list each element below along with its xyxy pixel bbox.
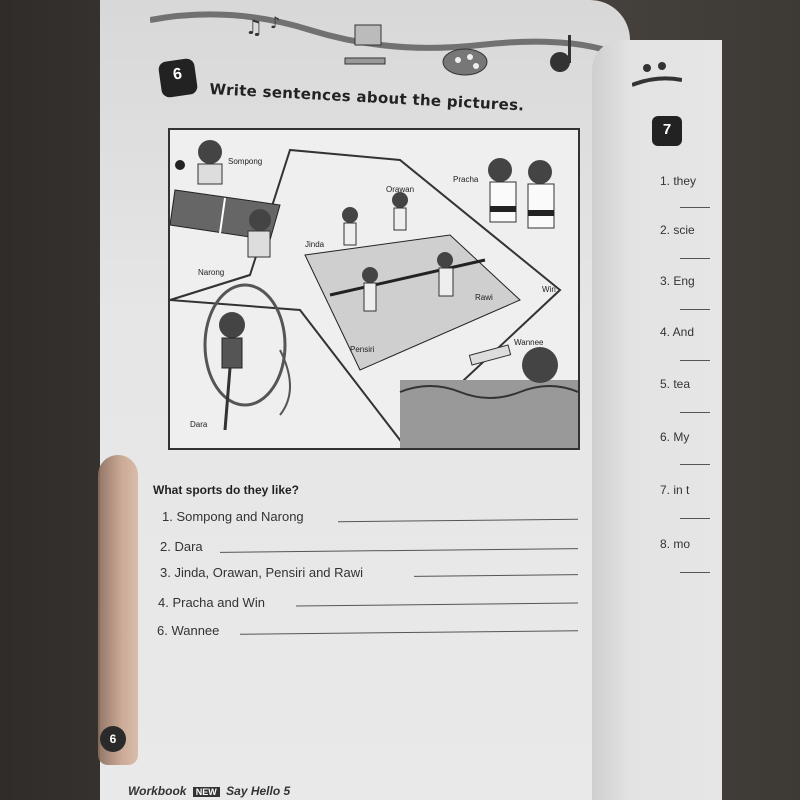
answer-item-3: 3. Jinda, Orawan, Pensiri and Rawi bbox=[160, 565, 364, 580]
workbook-right-page bbox=[592, 40, 722, 800]
right-line-3[interactable] bbox=[680, 309, 710, 310]
exercise-number: 6 bbox=[171, 65, 184, 84]
footer-series: Say Hello 5 bbox=[226, 784, 291, 798]
exercise-title: Write sentences about the pictures. bbox=[209, 80, 525, 115]
right-item-4: 4. And bbox=[660, 325, 695, 339]
page-footer bbox=[128, 784, 290, 798]
answer-item-4: 4. Pracha and Win bbox=[158, 595, 265, 610]
footer-new-badge: NEW bbox=[193, 787, 220, 797]
right-line-5[interactable] bbox=[680, 412, 710, 413]
right-item-2: 2. scie bbox=[660, 223, 695, 237]
label-dara: Dara bbox=[190, 420, 208, 429]
right-line-1[interactable] bbox=[680, 207, 710, 208]
footer-book: Workbook bbox=[128, 784, 187, 798]
page-number-badge: 6 bbox=[100, 726, 126, 752]
sports-illustration bbox=[168, 128, 580, 450]
right-line-8[interactable] bbox=[680, 572, 710, 573]
label-win: Win bbox=[542, 285, 556, 294]
right-item-5: 5. tea bbox=[660, 377, 691, 391]
music-notes-icon bbox=[245, 13, 280, 39]
answer-item-6: 6. Wannee bbox=[157, 623, 220, 638]
right-line-6[interactable] bbox=[680, 464, 710, 465]
svg-text:♪: ♪ bbox=[270, 13, 281, 32]
label-pensiri: Pensiri bbox=[350, 345, 375, 354]
svg-text:♫: ♫ bbox=[245, 15, 263, 39]
label-wannee: Wannee bbox=[514, 338, 544, 347]
exercise-number-badge bbox=[158, 58, 199, 99]
right-item-7: 7. in t bbox=[660, 483, 690, 497]
palette-icon bbox=[443, 49, 487, 75]
question-heading: What sports do they like? bbox=[153, 483, 300, 497]
right-line-4[interactable] bbox=[680, 360, 710, 361]
right-item-1: 1. they bbox=[660, 174, 697, 188]
right-exercise-badge bbox=[652, 116, 682, 146]
answer-item-2: 2. Dara bbox=[160, 539, 203, 554]
answer-item-1: 1. Sompong and Narong bbox=[162, 509, 304, 524]
right-line-7[interactable] bbox=[680, 518, 710, 519]
label-rawi: Rawi bbox=[475, 293, 493, 302]
right-item-8: 8. mo bbox=[660, 537, 691, 551]
label-pracha: Pracha bbox=[453, 175, 479, 184]
header-decoration bbox=[150, 0, 620, 90]
right-exercise-number: 7 bbox=[662, 121, 672, 138]
right-item-6: 6. My bbox=[660, 430, 690, 444]
sports-scene bbox=[170, 130, 578, 448]
label-narong: Narong bbox=[198, 268, 225, 277]
label-orawan: Orawan bbox=[386, 185, 415, 194]
right-item-3: 3. Eng bbox=[660, 274, 695, 288]
label-sompong: Sompong bbox=[228, 157, 263, 166]
thumb bbox=[98, 455, 138, 765]
label-jinda: Jinda bbox=[305, 240, 325, 249]
right-line-2[interactable] bbox=[680, 258, 710, 259]
runners-icon bbox=[632, 60, 682, 90]
computer-icon bbox=[345, 25, 385, 64]
